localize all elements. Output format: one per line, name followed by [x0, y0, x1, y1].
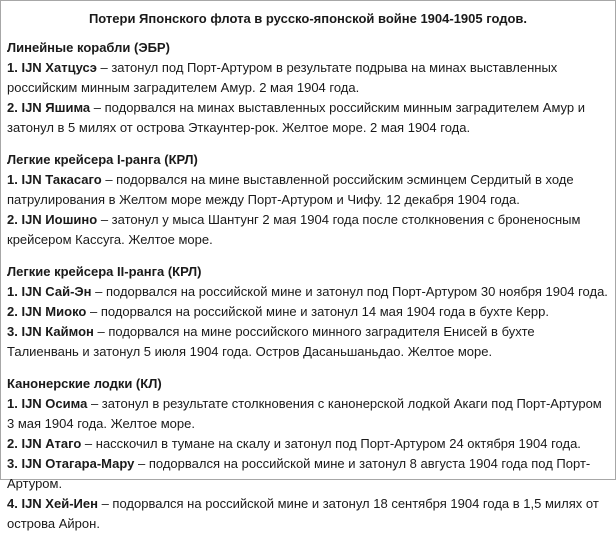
list-item: [7, 58, 609, 98]
list-item: [7, 454, 609, 494]
section: [7, 150, 609, 250]
entry-text: – подорвался на мине выставленной российским эсминцем Сердитый в ходе патрулирования в Желтом море между Порт-Артуром и Чифу. 12 декабря 1904 года.: [7, 172, 574, 207]
ship-name: IJN Такасаго: [21, 172, 102, 187]
document-content: [7, 38, 609, 546]
ship-name: IJN Яшима: [21, 100, 91, 115]
entry-ship: [7, 60, 97, 75]
entry-ship: [7, 304, 86, 319]
entry-ship: [7, 396, 87, 411]
list-item: [7, 322, 609, 362]
entry-text: – подорвался на российской мине и затонул 14 мая 1904 года в бухте Керр.: [86, 304, 549, 319]
entry-number: 1.: [7, 284, 18, 299]
entry-number: 3.: [7, 324, 18, 339]
entry-number: 1.: [7, 60, 18, 75]
entry-ship: [7, 456, 134, 471]
entry-ship: [7, 496, 98, 511]
entry-number: 1.: [7, 396, 18, 411]
document-title: Потери Японского флота в русско-японской войне 1904-1905 годов.: [88, 11, 528, 26]
entry-ship: [7, 324, 94, 339]
section: [7, 262, 609, 362]
entry-text: – подорвался на российской мине и затонул 18 сентября 1904 года в 1,5 милях от острова Айрон.: [7, 496, 599, 531]
entry-text: – затонул у мыса Шантунг 2 мая 1904 года после столкновения с броненосным крейсером Кассуга. Желтое море.: [7, 212, 581, 247]
entry-number: 4.: [7, 496, 18, 511]
entry-text: – подорвался на минах выставленных российским минным заградителем Амур и затонул в 5 милях от острова Эткаунтер-рок. Желтое море. 2 мая 1904 года.: [7, 100, 586, 135]
entry-text: – подорвался на мине российского минного заградителя Енисей в бухте Талиенвань и затонул 5 июля 1904 года. Остров Дасаньшаньдао. Желтое море.: [7, 324, 535, 359]
list-item: [7, 210, 609, 250]
section: [7, 38, 609, 138]
ship-name: IJN Отагара-Мару: [21, 456, 135, 471]
ship-name: IJN Осима: [21, 396, 88, 411]
entry-ship: [7, 172, 102, 187]
entry-number: 1.: [7, 172, 22, 187]
entry-text: – насскочил в тумане на скалу и затонул под Порт-Артуром 24 октября 1904 года.: [81, 436, 581, 451]
list-item: [7, 98, 609, 138]
ship-name: IJN Хатцусэ: [21, 60, 97, 75]
ship-name: IJN Каймон: [21, 324, 94, 339]
entry-ship: [7, 212, 97, 227]
section-heading: Канонерские лодки (КЛ): [7, 376, 162, 391]
entry-ship: [7, 100, 90, 115]
entry-ship: [7, 284, 92, 299]
section: [7, 374, 609, 534]
list-item: [7, 170, 609, 210]
ship-name: IJN Атаго: [21, 436, 82, 451]
ship-name: IJN Иошино: [21, 212, 98, 227]
entry-text: – затонул в результате столкновения с канонерской лодкой Акаги под Порт-Артуром 3 мая 1904 года. Желтое море.: [7, 396, 602, 431]
entry-number: 3.: [7, 456, 18, 471]
section-heading: Легкие крейсера II-ранга (КРЛ): [7, 264, 202, 279]
section-heading: Линейные корабли (ЭБР): [7, 40, 170, 55]
ship-name: IJN Хей-Иен: [21, 496, 98, 511]
list-item: [7, 494, 609, 534]
entry-text: – затонул под Порт-Артуром в результате подрыва на минах выставленных российским минным заградителем Амур. 2 мая 1904 года.: [7, 60, 558, 95]
entry-number: 2.: [7, 436, 18, 451]
entry-text: – подорвался на российской мине и затонул 8 августа 1904 года под Порт-Артуром.: [7, 456, 591, 491]
entry-ship: [7, 436, 81, 451]
list-item: [7, 282, 609, 302]
list-item: [7, 434, 609, 454]
ship-name: IJN Сай-Эн: [21, 284, 92, 299]
entry-number: 2.: [7, 100, 18, 115]
section-heading: Легкие крейсера I-ранга (КРЛ): [7, 152, 198, 167]
entry-text: – подорвался на российской мине и затонул под Порт-Артуром 30 ноября 1904 года.: [91, 284, 608, 299]
entry-number: 2.: [7, 304, 18, 319]
entry-number: 2.: [7, 212, 18, 227]
list-item: [7, 302, 609, 322]
ship-name: IJN Миоко: [21, 304, 87, 319]
list-item: [7, 394, 609, 434]
